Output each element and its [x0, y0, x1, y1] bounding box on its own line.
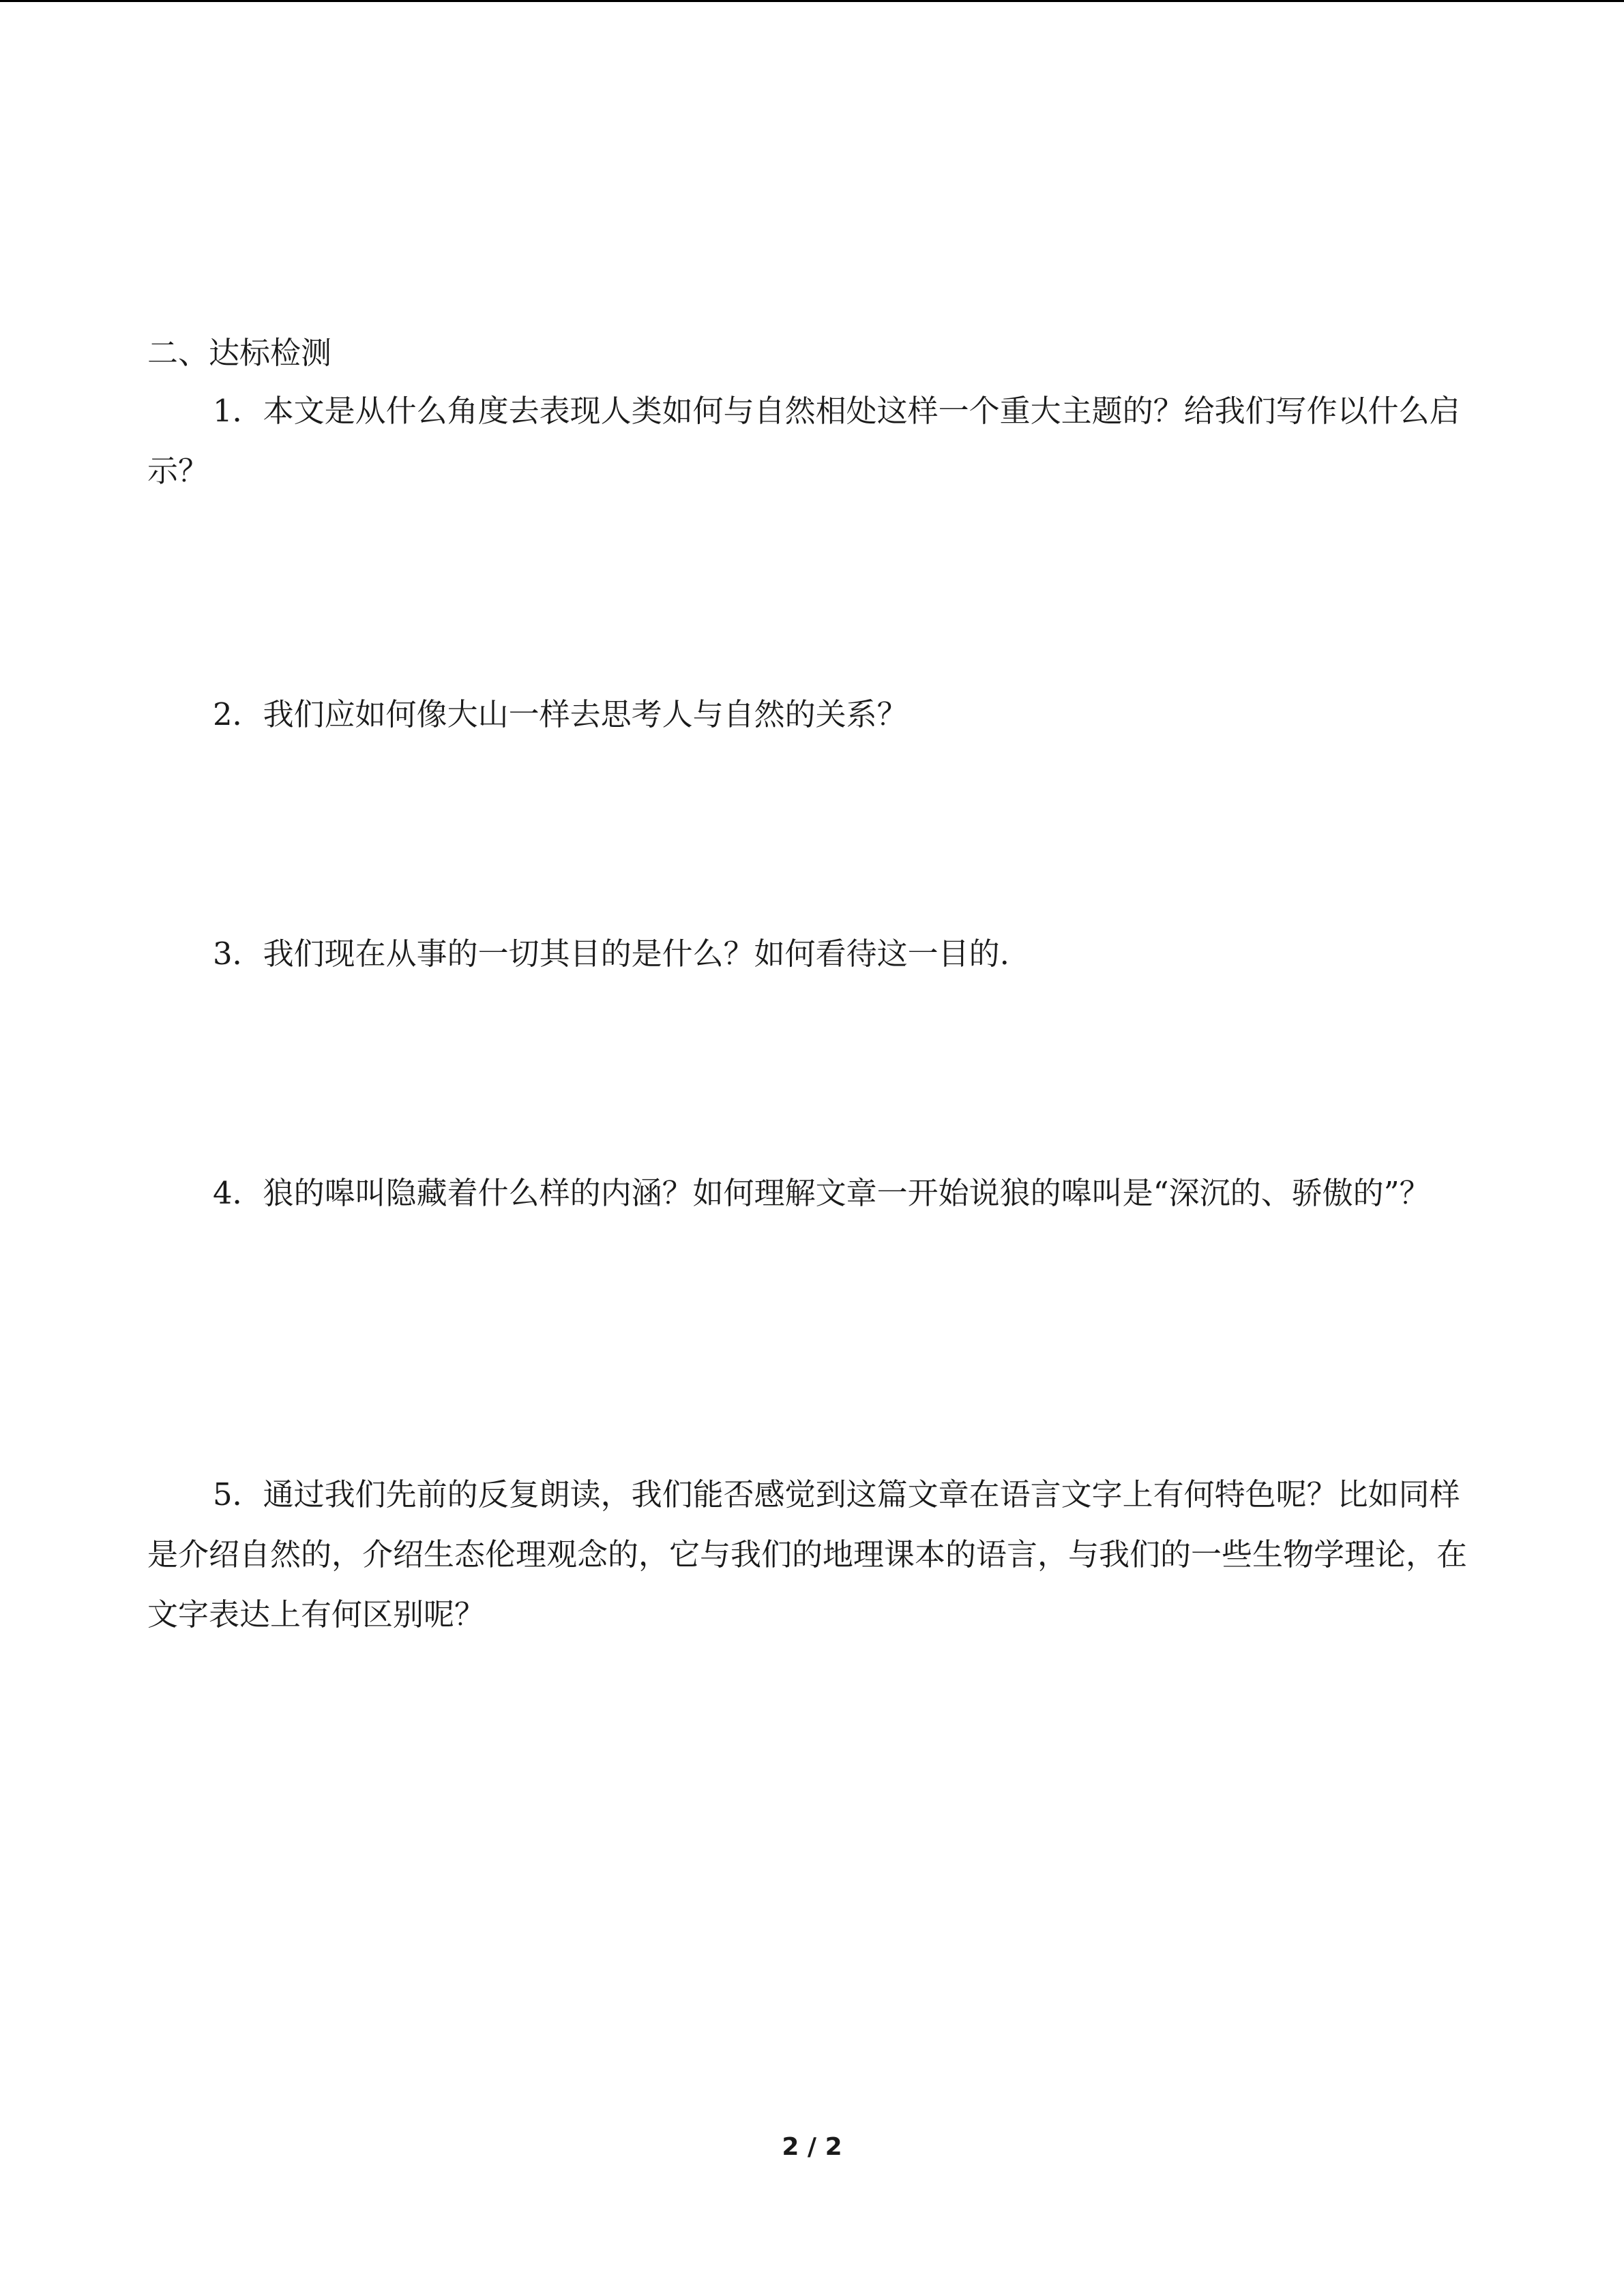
- question-2: 2．我们应如何像大山一样去思考人与自然的关系？: [213, 696, 908, 732]
- question-1: 1．本文是从什么角度去表现人类如何与自然相处这样一个重大主题的？给我们写作以什么启示？: [147, 393, 1460, 489]
- question-5: 5．通过我们先前的反复朗读，我们能否感觉到这篇文章在语言文字上有何特色呢？比如同样是介绍自然的，介绍生态伦理观念的，它与我们的地理课本的语言，与我们的一些生物学理论，在文字表达上有何区别呢？: [147, 1476, 1468, 1632]
- question-4: 4．狼的嗥叫隐藏着什么样的内涵？如何理解文章一开始说狼的嗥叫是“深沉的、骄傲的”？: [213, 1175, 1430, 1211]
- section-title: 二、达标检测: [147, 335, 332, 371]
- question-3: 3．我们现在从事的一切其目的是什么？如何看待这一目的.: [213, 936, 1009, 972]
- page-number: 2 / 2: [782, 2133, 842, 2161]
